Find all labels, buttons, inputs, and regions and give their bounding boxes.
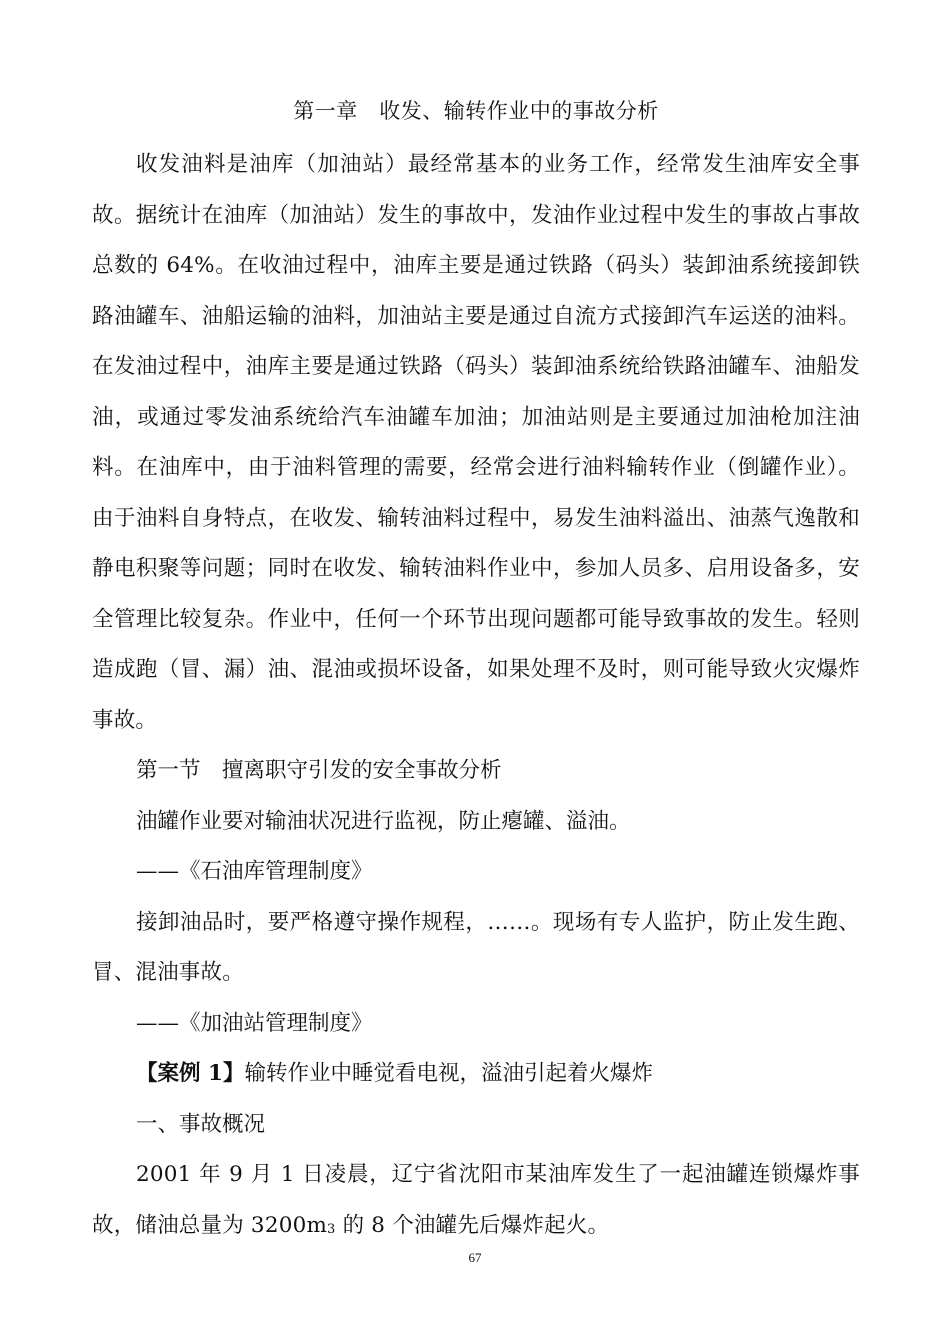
section-title: 第一节 擅离职守引发的安全事故分析 (136, 758, 502, 783)
regulation-source-1: ——《石油库管理制度》 (136, 859, 373, 884)
case-heading (92, 1049, 860, 1100)
overview-text-1: 2001 年 9 月 1 日凌晨，辽宁省沈阳市某油库发生了一起油罐连锁爆炸事故，储油总量为 3200m (92, 1162, 860, 1238)
regulation-source-2: ——《加油站管理制度》 (136, 1010, 373, 1036)
overview-paragraph (92, 1150, 860, 1255)
subheading-overview: 一、事故概况 (136, 1111, 266, 1137)
overview-text-2: 的 8 个油罐先后爆炸起火。 (335, 1212, 610, 1238)
intro-paragraph: 收发油料是油库（加油站）最经常基本的业务工作，经常发生油库安全事故。据统计在油库（加油站）发生的事故中，发油作业过程中发生的事故占事故总数的 64%。在收油过程中，油库主要是通过铁路（码头）装卸油系统接卸铁路油罐车、油船运输的油料，加油站主要是通过自流方式接卸汽车运送的油料。在发油过程中，油库主要是通过铁路（码头）装卸油系统给铁路油罐车、油船发油，或通过零发油系统给汽车油罐车加油；加油站则是主要通过加油枪加注油料。在油库中，由于油料管理的需要，经常会进行油料输转作业（倒罐作业）。由于油料自身特点，在收发、输转油料过程中，易发生油料溢出、油蒸气逸散和静电积聚等问题；同时在收发、输转油料作业中，参加人员多、启用设备多，安全管理比较复杂。作业中，任何一个环节出现问题都可能导致事故的发生。轻则造成跑（冒、漏）油、混油或损坏设备，如果处理不及时，则可能导致火灾爆炸事故。 (92, 152, 860, 733)
regulation-quote-1: 油罐作业要对输油状况进行监视，防止瘪罐、溢油。 (136, 808, 631, 834)
chapter-title: 第一章 收发、输转作业中的事故分析 (293, 99, 659, 123)
page-number: 67 (468, 1250, 482, 1265)
regulation-quote-2: 接卸油品时，要严格遵守操作规程，……。现场有专人监护，防止发生跑、冒、混油事故。 (92, 909, 860, 985)
case-title: 输转作业中睡觉看电视，溢油引起着火爆炸 (244, 1061, 653, 1086)
document-page (92, 90, 860, 1255)
case-label: 【案例 1】 (136, 1061, 245, 1086)
overview-unit-exponent: 3 (327, 1221, 336, 1237)
